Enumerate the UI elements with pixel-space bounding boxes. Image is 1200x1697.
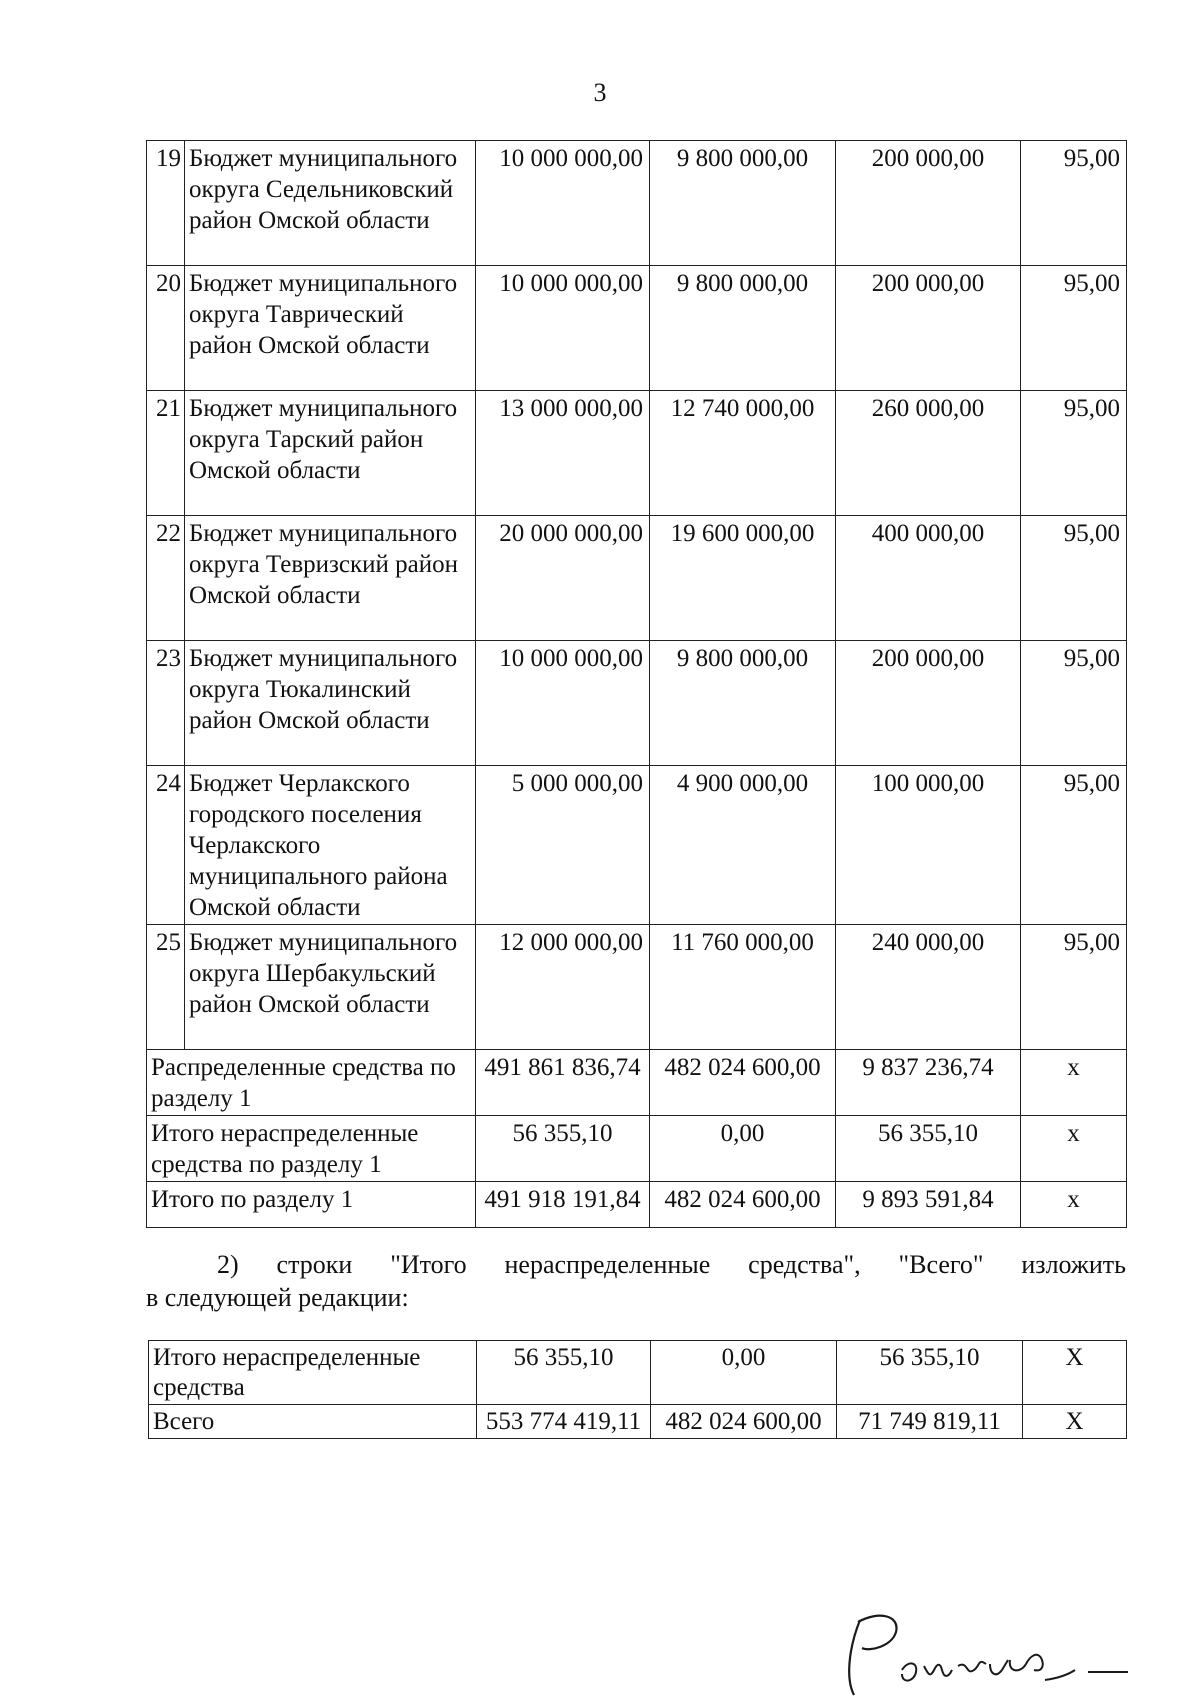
table-row — [147, 391, 1127, 516]
amount-federal: 4 900 000,00 — [650, 766, 836, 925]
row-number: 20 — [147, 266, 185, 391]
budget-table — [146, 140, 1127, 1228]
amount-regional: 200 000,00 — [836, 141, 1021, 266]
amount-federal: 9 800 000,00 — [650, 641, 836, 766]
amount-regional: 9 893 591,84 — [836, 1182, 1021, 1228]
table-row — [149, 1341, 1127, 1405]
amount-regional: 100 000,00 — [836, 766, 1021, 925]
percent: 95,00 — [1021, 391, 1127, 516]
amount-regional: 56 355,10 — [837, 1341, 1023, 1405]
row-number: 24 — [147, 766, 185, 925]
total-label: Итого по разделу 1 — [147, 1182, 476, 1228]
page-number: 3 — [593, 78, 607, 107]
total-label: Итого нераспределенные средства — [149, 1341, 477, 1405]
row-number: 23 — [147, 641, 185, 766]
amount-total: 13 000 000,00 — [476, 391, 650, 516]
table-row — [147, 925, 1127, 1050]
budget-name: Бюджет муниципального округа Тарский район Омской области — [185, 391, 476, 516]
total-row-section — [147, 1182, 1127, 1228]
amount-federal: 482 024 600,00 — [651, 1405, 837, 1439]
amount-regional: 260 000,00 — [836, 391, 1021, 516]
budget-name: Бюджет муниципального округа Седельниковский район Омской области — [185, 141, 476, 266]
table-row — [147, 266, 1127, 391]
amount-total: 5 000 000,00 — [476, 766, 650, 925]
total-label: Всего — [149, 1405, 477, 1439]
budget-name: Бюджет Черлакского городского поселения Черлакского муниципального района Омской области — [185, 766, 476, 925]
amount-federal: 0,00 — [650, 1116, 836, 1182]
row-number: 22 — [147, 516, 185, 641]
amount-federal: 482 024 600,00 — [650, 1182, 836, 1228]
table-row — [149, 1405, 1127, 1439]
handwritten-signature — [840, 1610, 1140, 1697]
amount-regional: 400 000,00 — [836, 516, 1021, 641]
percent: 95,00 — [1021, 141, 1127, 266]
total-row-undistributed — [147, 1116, 1127, 1182]
row-number: 19 — [147, 141, 185, 266]
amount-federal: 11 760 000,00 — [650, 925, 836, 1050]
amount-federal: 9 800 000,00 — [650, 266, 836, 391]
amount-regional: 200 000,00 — [836, 641, 1021, 766]
amount-total: 20 000 000,00 — [476, 516, 650, 641]
amount-total: 10 000 000,00 — [476, 266, 650, 391]
percent: 95,00 — [1021, 516, 1127, 641]
amount-total: 12 000 000,00 — [476, 925, 650, 1050]
amount-federal: 0,00 — [651, 1341, 837, 1405]
percent: Х — [1023, 1405, 1127, 1439]
total-label: Распределенные средства по разделу 1 — [147, 1050, 476, 1116]
percent: 95,00 — [1021, 766, 1127, 925]
amount-regional: 9 837 236,74 — [836, 1050, 1021, 1116]
amount-total: 491 918 191,84 — [476, 1182, 650, 1228]
percent: х — [1021, 1116, 1127, 1182]
table-row — [147, 516, 1127, 641]
percent: х — [1021, 1182, 1127, 1228]
amount-regional: 71 749 819,11 — [837, 1405, 1023, 1439]
amendment-paragraph: 2) строки "Итого нераспределенные средства", "Всего" изложить — [217, 1250, 1126, 1279]
amount-total: 56 355,10 — [477, 1341, 651, 1405]
amount-federal: 12 740 000,00 — [650, 391, 836, 516]
amendment-paragraph-continued: в следующей редакции: — [146, 1283, 409, 1312]
budget-name: Бюджет муниципального округа Тевризский район Омской области — [185, 516, 476, 641]
amount-regional: 240 000,00 — [836, 925, 1021, 1050]
table-row — [147, 766, 1127, 925]
budget-name: Бюджет муниципального округа Таврический район Омской области — [185, 266, 476, 391]
amount-total: 56 355,10 — [476, 1116, 650, 1182]
budget-name: Бюджет муниципального округа Тюкалинский район Омской области — [185, 641, 476, 766]
amended-totals-table — [148, 1340, 1127, 1439]
percent: 95,00 — [1021, 266, 1127, 391]
amount-regional: 200 000,00 — [836, 266, 1021, 391]
amount-total: 553 774 419,11 — [477, 1405, 651, 1439]
total-row-distributed — [147, 1050, 1127, 1116]
row-number: 25 — [147, 925, 185, 1050]
amount-federal: 9 800 000,00 — [650, 141, 836, 266]
total-label: Итого нераспределенные средства по разделу 1 — [147, 1116, 476, 1182]
percent: Х — [1023, 1341, 1127, 1405]
amount-total: 491 861 836,74 — [476, 1050, 650, 1116]
budget-name: Бюджет муниципального округа Шербакульский район Омской области — [185, 925, 476, 1050]
percent: х — [1021, 1050, 1127, 1116]
amount-regional: 56 355,10 — [836, 1116, 1021, 1182]
amount-total: 10 000 000,00 — [476, 641, 650, 766]
percent: 95,00 — [1021, 641, 1127, 766]
amount-federal: 19 600 000,00 — [650, 516, 836, 641]
table-row — [147, 141, 1127, 266]
table-row — [147, 641, 1127, 766]
amount-federal: 482 024 600,00 — [650, 1050, 836, 1116]
percent: 95,00 — [1021, 925, 1127, 1050]
row-number: 21 — [147, 391, 185, 516]
amount-total: 10 000 000,00 — [476, 141, 650, 266]
